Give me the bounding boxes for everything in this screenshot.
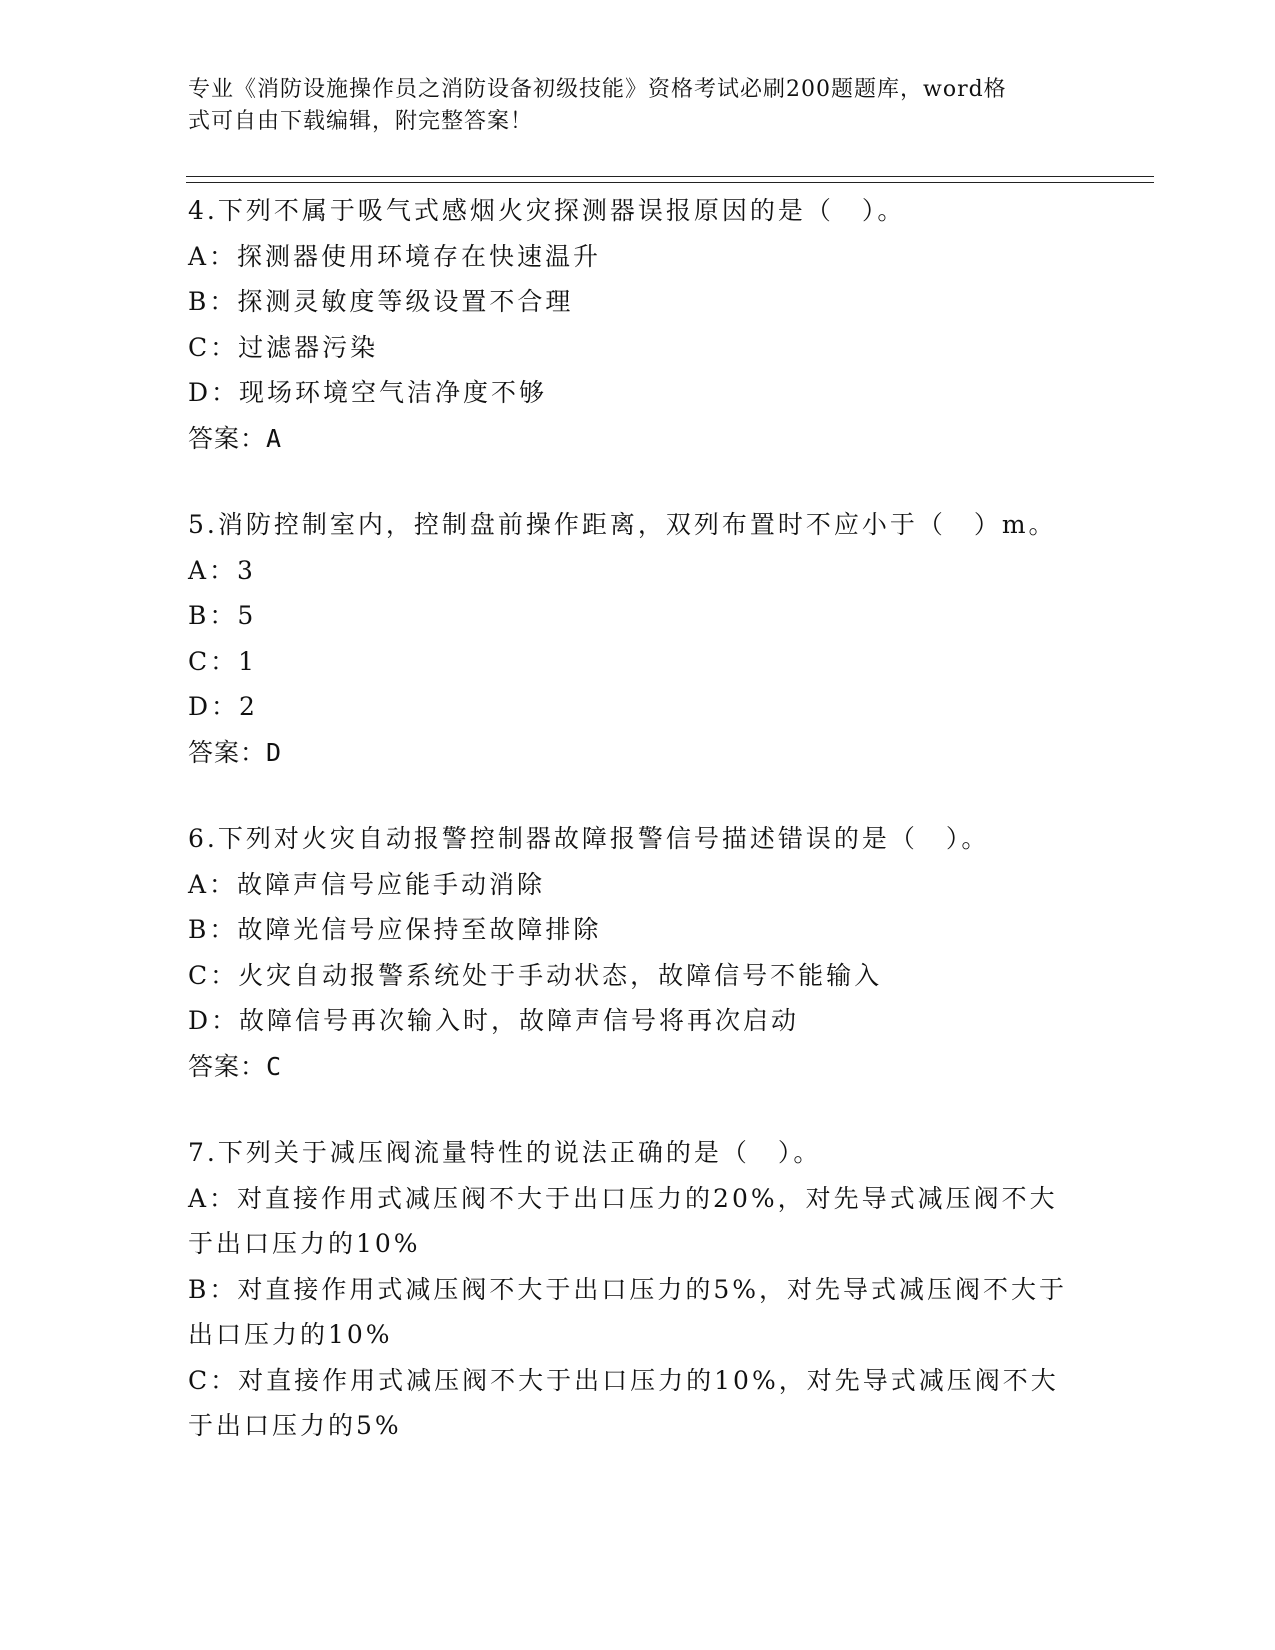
option-a: A：故障声信号应能手动消除 [188,869,546,899]
option-d: D：现场环境空气洁净度不够 [188,378,548,407]
option-d: D：2 [188,692,258,721]
question-5 [188,502,1088,775]
option-b: B：探测灵敏度等级设置不合理 [188,287,574,316]
question-stem: 5.消防控制室内，控制盘前操作距离，双列布置时不应小于（ ）m。 [188,510,1057,539]
header-line-2: 式可自由下载编辑，附完整答案！ [188,109,534,134]
option-a: A：对直接作用式减压阀不大于出口压力的20%，对先导式减压阀不大于出口压力的10% [188,1183,1058,1258]
option-d: D：故障信号再次输入时，故障声信号将再次启动 [188,1006,800,1035]
question-list [188,188,1088,1490]
answer: 答案：D [188,737,283,767]
header-divider-bottom [186,182,1154,183]
question-4 [188,188,1088,461]
question-stem: 7.下列关于减压阀流量特性的说法正确的是（ ）。 [188,1138,822,1167]
header-line-1: 专业《消防设施操作员之消防设备初级技能》资格考试必刷200题题库，word格 [188,77,1007,102]
option-b: B：5 [188,601,257,630]
question-stem: 6.下列对火灾自动报警控制器故障报警信号描述错误的是（ ）。 [188,824,990,853]
answer: 答案：A [188,423,283,453]
option-b: B：故障光信号应保持至故障排除 [188,915,602,944]
question-stem: 4.下列不属于吸气式感烟火灾探测器误报原因的是（ ）。 [188,196,906,225]
header-divider-top [186,176,1154,177]
option-b: B：对直接作用式减压阀不大于出口压力的5%，对先导式减压阀不大于出口压力的10% [188,1274,1068,1349]
question-6 [188,816,1088,1089]
answer: 答案：C [188,1051,283,1081]
option-c: C：火灾自动报警系统处于手动状态，故障信号不能输入 [188,960,883,990]
page-header [188,74,1088,138]
option-a: A：3 [188,555,256,585]
option-c: C：1 [188,646,258,676]
question-7 [188,1130,1088,1449]
option-a: A：探测器使用环境存在快速温升 [188,241,602,271]
option-c: C：过滤器污染 [188,332,379,362]
option-c: C：对直接作用式减压阀不大于出口压力的10%，对先导式减压阀不大于出口压力的5% [188,1365,1059,1440]
